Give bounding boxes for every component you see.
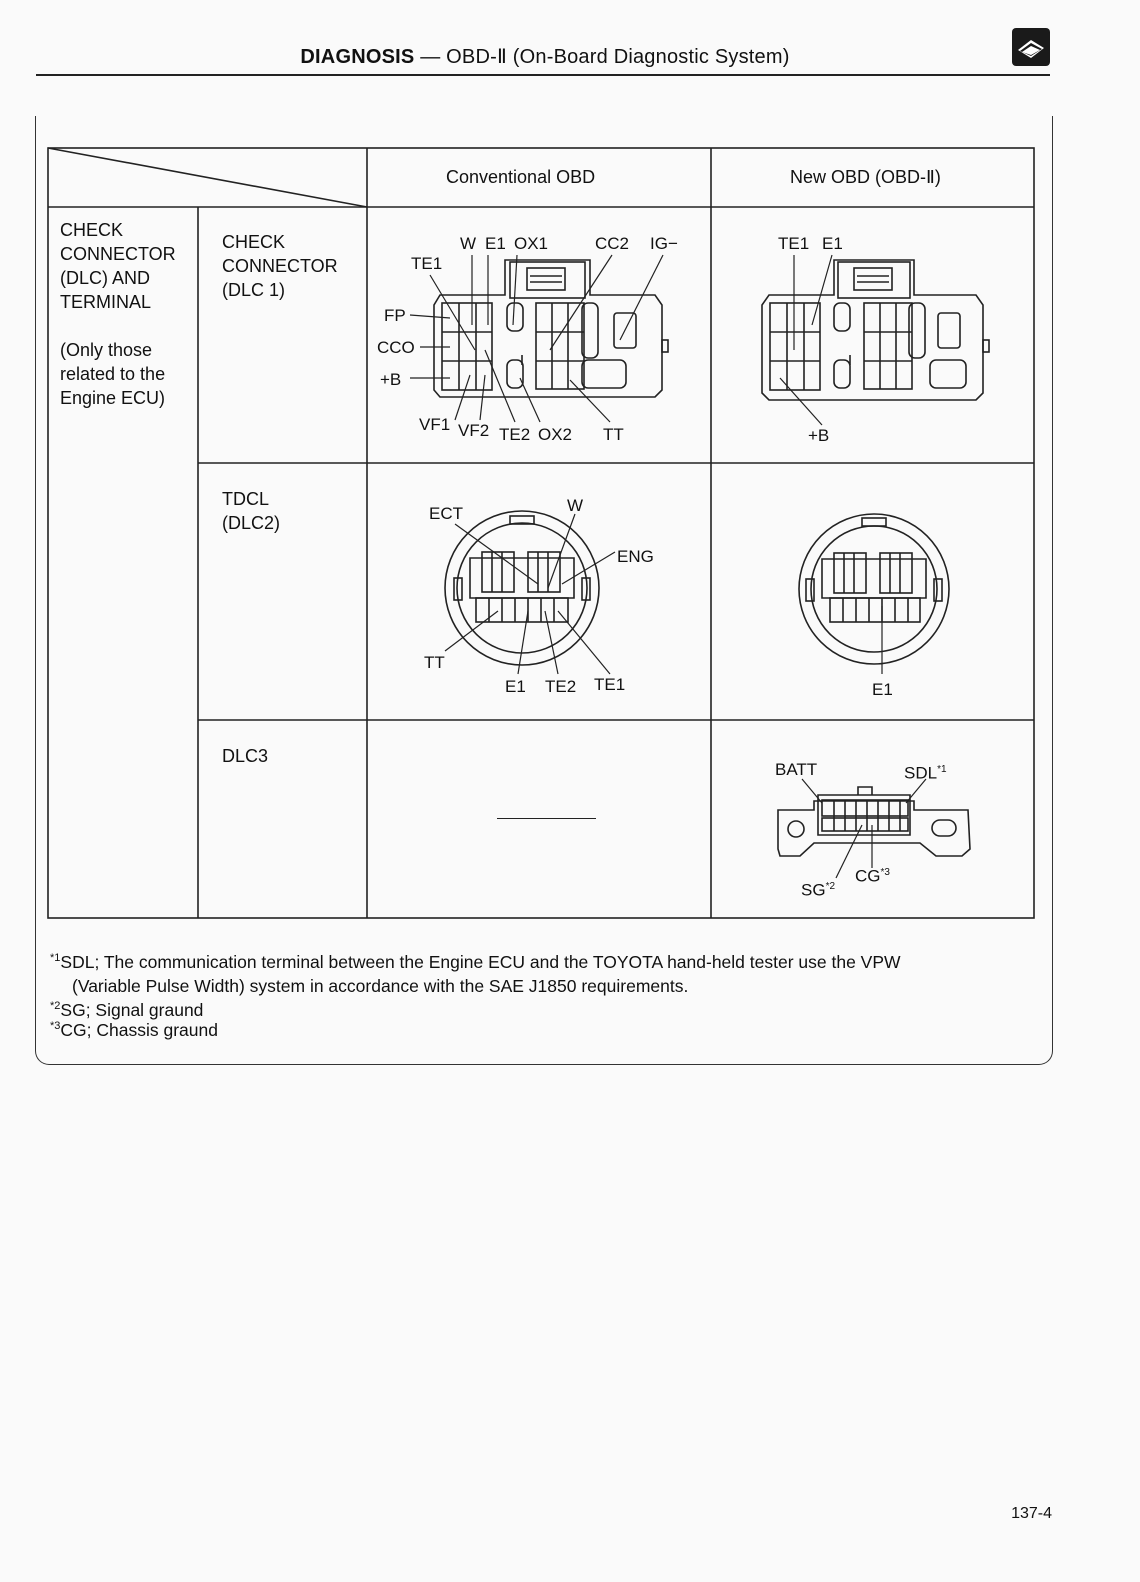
dlc2-conv-label-te2: TE2 — [545, 677, 577, 696]
dlc1-conv-label-cc2: CC2 — [595, 234, 630, 253]
dlc1-new-diagram — [714, 210, 1034, 460]
row-label-line: (DLC2) — [222, 513, 281, 533]
dlc1-conv-label-te1: TE1 — [411, 254, 443, 273]
row-group-note: (Only those — [60, 340, 153, 360]
dlc2-conv-label-te1: TE1 — [594, 675, 626, 694]
row-group-line: (DLC) AND — [60, 268, 151, 288]
col-header-new-obd: New OBD (OBD-Ⅱ) — [790, 167, 941, 187]
footnote-text: SDL; The communication terminal between the Engine ECU and the TOYOTA hand-held tester use the VPW — [60, 951, 901, 972]
dlc3-new-label-cg — [855, 864, 890, 886]
dlc1-conv-label-ox2: OX2 — [538, 425, 573, 444]
row-label-line: TDCL — [222, 489, 270, 509]
dlc1-conv-label-w: W — [460, 234, 477, 253]
dlc1-conv-label-tt: TT — [603, 425, 624, 444]
row-group-note: related to the — [60, 364, 166, 384]
sg-sup: *2 — [825, 881, 836, 892]
dlc3-new-label-sg — [801, 878, 835, 900]
cg-text: CG — [855, 866, 881, 886]
footnote-text: CG; Chassis graund — [60, 1019, 218, 1040]
footnote-mark: *1 — [50, 952, 61, 964]
dlc2-conv-label-tt: TT — [424, 653, 445, 672]
sdl-sup: *1 — [937, 764, 947, 775]
dlc3-conventional-not-applicable — [497, 818, 596, 819]
row-label-line: DLC3 — [222, 746, 269, 766]
footnote-mark: *3 — [50, 1020, 61, 1032]
row-group-label — [60, 218, 176, 410]
dlc1-conv-label-fp: FP — [384, 306, 406, 325]
footnote-continuation: (Variable Pulse Width) system in accordance with the SAE J1850 requirements. — [72, 975, 689, 996]
row-group-line: CONNECTOR — [60, 244, 176, 264]
footnote-text: SG; Signal graund — [60, 999, 204, 1020]
row-label-line: (DLC 1) — [222, 280, 286, 300]
dlc1-conv-label-b: +B — [380, 370, 402, 389]
page-number: 137-4 — [1011, 1505, 1052, 1522]
dlc2-conventional-diagram — [370, 466, 710, 716]
dlc2-conv-label-eng: ENG — [617, 547, 654, 566]
page-header-title: DIAGNOSIS — OBD-Ⅱ (On-Board Diagnostic System) — [300, 46, 790, 68]
dlc1-conv-label-ox1: OX1 — [514, 234, 549, 253]
dlc3-new-label-sdl — [904, 761, 947, 783]
row-label-dlc1 — [222, 230, 338, 302]
footnote-3 — [50, 1014, 218, 1042]
row-label-dlc3 — [222, 744, 268, 768]
dlc2-conv-label-w: W — [567, 496, 584, 515]
dlc1-conv-label-vf2: VF2 — [458, 421, 490, 440]
sg-text: SG — [801, 880, 826, 900]
dlc2-conv-label-ect: ECT — [429, 504, 463, 523]
dlc2-conv-label-e1: E1 — [505, 677, 526, 696]
dlc1-conv-label-vf1: VF1 — [419, 415, 451, 434]
row-label-line: CHECK — [222, 232, 286, 252]
dlc1-conv-label-te2: TE2 — [499, 425, 531, 444]
row-label-dlc2 — [222, 487, 280, 535]
dlc2-new-label-e1: E1 — [872, 680, 893, 699]
dlc1-conv-label-ig: IG− — [650, 234, 678, 253]
row-group-line: TERMINAL — [60, 292, 152, 312]
dlc2-new-diagram — [714, 466, 1034, 716]
dlc1-new-label-e1: E1 — [822, 234, 843, 253]
footnote-mark: *2 — [50, 1000, 61, 1012]
dlc1-conv-label-e1: E1 — [485, 234, 506, 253]
cg-sup: *3 — [880, 867, 890, 878]
col-header-conventional: Conventional OBD — [446, 167, 596, 187]
dlc1-new-label-te1: TE1 — [778, 234, 810, 253]
dlc1-new-label-b: +B — [808, 426, 830, 445]
row-group-note: Engine ECU) — [60, 388, 166, 408]
sdl-text: SDL — [904, 763, 938, 783]
dlc1-conv-label-cco: CCO — [377, 338, 415, 357]
dlc3-new-label-batt: BATT — [775, 760, 818, 779]
row-group-line: CHECK — [60, 220, 124, 240]
footnote-1 — [50, 946, 1045, 998]
row-label-line: CONNECTOR — [222, 256, 338, 276]
